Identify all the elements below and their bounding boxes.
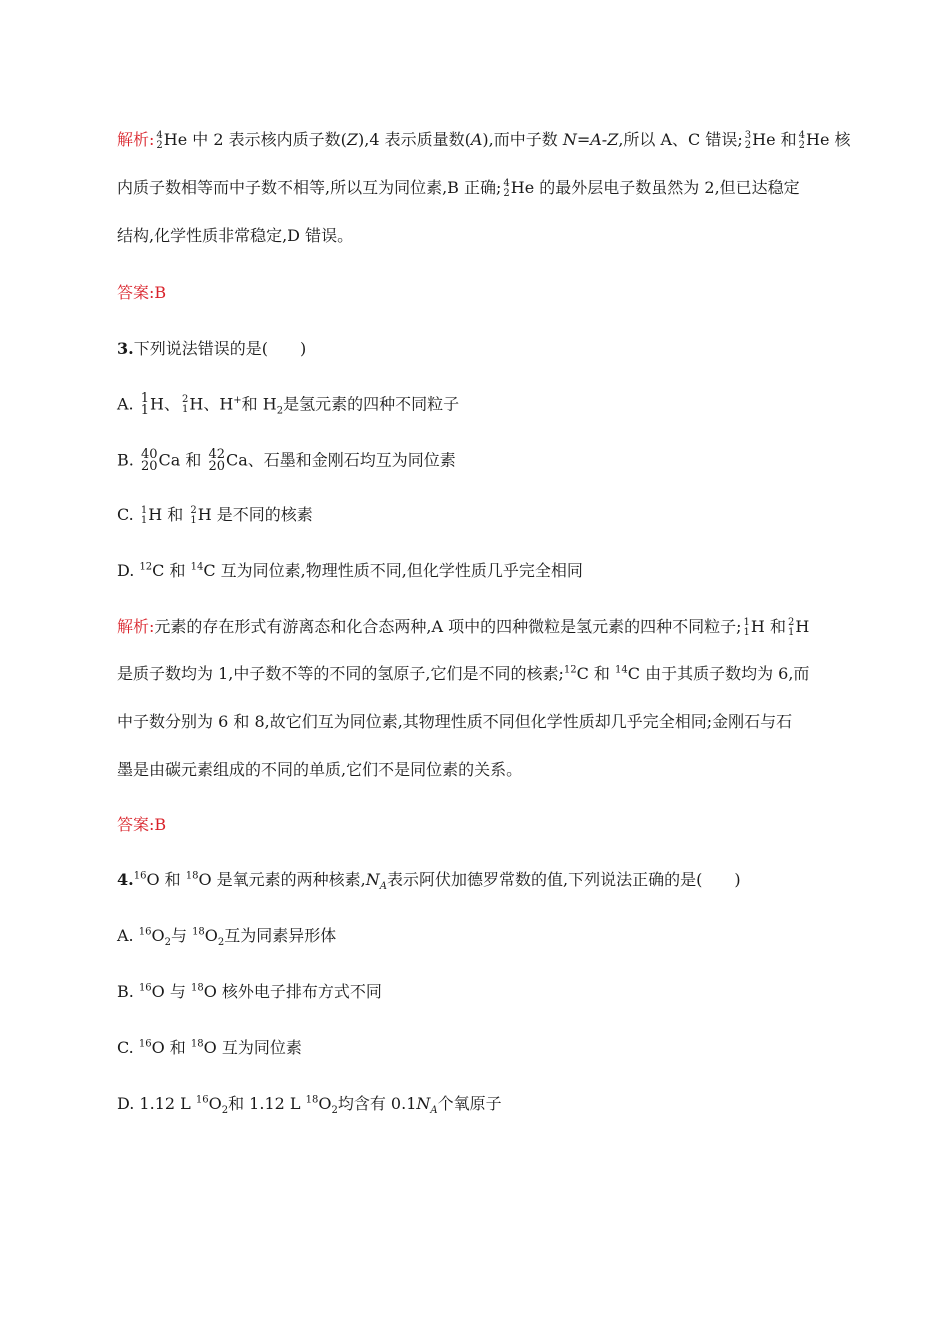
isotope-he4-c: 4 2	[503, 177, 510, 199]
isotope-he3: 3 2	[744, 129, 752, 151]
q3-analysis-line-3: 中子数分别为 6 和 8,故它们互为同位素,其物理性质不同但化学性质却几乎完全相同;金刚石与石	[117, 712, 793, 731]
q3-option-b: B. 40 20 Ca 和 42 20 Ca、石墨和金刚石均互为同位素	[117, 447, 456, 474]
q4-stem: 4.16O 和 $^{18}$O 是氧元素的两种核素$,N_A$表示阿伏加德罗常数的值,下列说法正确的是( )	[117, 870, 741, 893]
q3-analysis-line-4: 墨是由碳元素组成的不同的单质,它们不是同位素的关系。	[117, 760, 523, 779]
q3-analysis-line-2: 是质子数均为 1,中子数不等的不同的氢原子,它们是不同的核素;$^{12}$C 和 $^{14}$C 由于其质子数均为 6,而	[117, 664, 810, 683]
analysis-label: 解析:	[117, 130, 155, 149]
q3-option-c: C. 1 1 H 和 2 1 H 是不同的核素	[117, 504, 313, 526]
q4-option-d: D. 1.12 L $^{16}O_2$和 1.12 L $^{18}O_2$均含有 $0.1N_A$个氧原子	[117, 1094, 502, 1117]
q3-option-a: A. 1 1 H、 2 1 H、H+和 $H_2$是氢元素的四种不同粒子	[117, 391, 460, 418]
isotope-he4: 4 2	[156, 129, 163, 151]
q2-analysis-line-2: 内质子数相等而中子数不相等,所以互为同位素,B 正确; 4 2 He 的最外层电子数虽然为 2,但已达稳定	[117, 177, 800, 199]
q3-analysis-line-1: 解析:元素的存在形式有游离态和化合态两种,A 项中的四种微粒是氢元素的四种不同粒子; 1 1 H 和 2 1 H	[117, 616, 810, 638]
q3-option-d: D. $^{12}$C 和 $^{14}$C 互为同位素,物理性质不同,但化学性质几乎完全相同	[117, 561, 583, 580]
q4-option-b: B. $^{16}$O 与 $^{18}$O 核外电子排布方式不同	[117, 982, 382, 1001]
q2-analysis-line-1: 解析: 4 2 He 中 2 表示核内质子数(Z),4 表示质量数(A),而中子数 N=A-Z,所以 A、C 错误; 3 2 He 和 4 2 He 核	[117, 129, 851, 151]
q3-answer: 答案:B	[117, 815, 167, 834]
q2-answer: 答案:B	[117, 283, 167, 302]
isotope-he4-b: 4 2	[798, 129, 806, 151]
q2-analysis-line-3: 结构,化学性质非常稳定,D 错误。	[117, 226, 354, 245]
q3-stem: 3.下列说法错误的是( )	[117, 339, 307, 358]
q4-option-a: A. $^{16}O_2$与 $^{18}O_2$互为同素异形体	[117, 926, 337, 949]
q4-option-c: C. $^{16}$O 和 $^{18}$O 互为同位素	[117, 1038, 302, 1057]
